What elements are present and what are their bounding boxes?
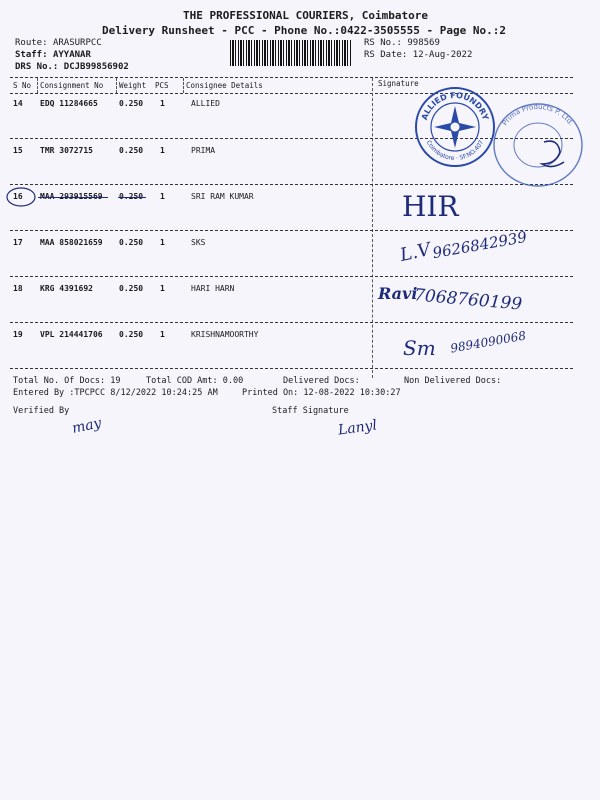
row-weight: 0.250: [119, 284, 144, 293]
row-consignment: VPL 214441706: [40, 330, 103, 339]
row-consignment: MAA 293915569: [40, 192, 103, 201]
row-pcs: 1: [160, 99, 165, 108]
staff-signature-label: Staff Signature: [272, 406, 349, 416]
rs-no-value: 998569: [407, 38, 440, 48]
row-pcs: 1: [160, 284, 165, 293]
route-value: ARASURPCC: [52, 38, 102, 48]
table-top-rule: [10, 77, 573, 78]
row-sno: 18: [13, 284, 23, 293]
row-sno: 14: [13, 99, 23, 108]
strike-mark: [38, 197, 108, 198]
staff-value: AYYANAR: [52, 50, 91, 60]
company-title: THE PROFESSIONAL COURIERS, Coimbatore: [183, 9, 429, 22]
total-docs: Total No. Of Docs: 19: [13, 376, 121, 386]
row-weight: 0.250: [119, 99, 144, 108]
row-consignment: EDQ 11284665: [40, 99, 98, 108]
drs-value: DCJB99856902: [63, 62, 129, 72]
row-consignment: TMR 3072715: [40, 146, 93, 155]
row-rule: [10, 276, 573, 277]
col-signature: Signature: [378, 79, 419, 88]
row-rule: [10, 368, 573, 369]
row-consignee: SKS: [191, 238, 206, 247]
staff-field: [15, 50, 91, 60]
handwritten-signature-row18: Ravi: [378, 284, 418, 303]
col-divider: [183, 78, 184, 93]
row-pcs: 1: [160, 330, 165, 339]
signature-column-divider: [372, 78, 373, 378]
route-label: Route:: [15, 38, 48, 48]
staff-label: Staff:: [15, 50, 48, 60]
row-weight: 0.250: [119, 330, 144, 339]
strike-mark: [118, 197, 146, 198]
prima-products-stamp: [492, 102, 584, 188]
drs-label: DRS No.:: [15, 62, 59, 72]
entered-by: Entered By :TPCPCC 8/12/2022 10:24:25 AM: [13, 388, 218, 398]
row-rule: [10, 322, 573, 323]
col-divider: [37, 78, 38, 93]
allied-stamp-subtext: Coimbatore · SF.NO.407: [424, 139, 486, 163]
row-rule: [10, 230, 573, 231]
row-consignment: KRG 4391692: [40, 284, 93, 293]
route-field: [15, 38, 102, 48]
prima-stamp-text: Prima Products P. Ltd.: [500, 102, 576, 128]
printed-on: Printed On: 12-08-2022 10:30:27: [242, 388, 401, 398]
drs-field: [15, 62, 129, 72]
handwritten-receiver-row16: HIR: [402, 190, 459, 223]
row-sno: 15: [13, 146, 23, 155]
col-divider: [116, 78, 117, 93]
rs-date-value: 12-Aug-2022: [412, 50, 473, 60]
row-consignee: KRISHNAMOORTHY: [191, 330, 259, 339]
row-consignee: ALLIED: [191, 99, 220, 108]
row-sno: 16: [13, 192, 23, 201]
rs-date-field: [364, 50, 472, 60]
staff-signature: Lanyl: [337, 417, 378, 439]
allied-foundry-stamp: [414, 86, 496, 168]
runsheet-subtitle: Delivery Runsheet - PCC - Phone No.:0422-3505555 - Page No.:2: [102, 24, 506, 37]
row-consignee: PRIMA: [191, 146, 216, 155]
total-cod: Total COD Amt: 0.00: [146, 376, 244, 386]
row-pcs: 1: [160, 192, 165, 201]
row-consignee: SRI RAM KUMAR: [191, 192, 254, 201]
handwritten-phone-row17: 9626842939: [431, 227, 529, 263]
row-consignment: MAA 858021659: [40, 238, 103, 247]
row-consignee: HARI HARN: [191, 284, 235, 293]
col-pcs: PCS: [155, 81, 169, 90]
handwritten-initials-row17: L.V: [398, 239, 433, 266]
row-pcs: 1: [160, 238, 165, 247]
handwritten-phone-row18: 7068760199: [413, 285, 523, 315]
row-pcs: 1: [160, 146, 165, 155]
verified-by-signature: may: [70, 415, 103, 437]
rs-date-label: RS Date:: [364, 50, 408, 60]
non-delivered-docs: Non Delivered Docs:: [404, 376, 502, 386]
row-rule: [10, 184, 573, 185]
col-consignment: Consignment No: [40, 81, 104, 90]
verified-by-label: Verified By: [13, 406, 70, 416]
row-sno: 19: [13, 330, 23, 339]
handwritten-phone-row19: 9894090068: [449, 328, 527, 356]
row-sno: 17: [13, 238, 23, 247]
rs-no-field: [364, 38, 440, 48]
allied-stamp-text: ALLIED FOUNDRY: [419, 90, 491, 122]
delivered-docs: Delivered Docs:: [283, 376, 360, 386]
row-weight: 0.250: [119, 146, 144, 155]
row-weight: 0.250: [119, 238, 144, 247]
col-consignee: Consignee Details: [186, 81, 263, 90]
row-weight: 0.250: [119, 192, 144, 201]
barcode: [230, 40, 352, 66]
rs-no-label: RS No.:: [364, 38, 402, 48]
handwritten-signature-row19: Sm: [403, 336, 436, 360]
col-weight: Weight: [119, 81, 147, 90]
col-sno: S No: [13, 81, 32, 90]
